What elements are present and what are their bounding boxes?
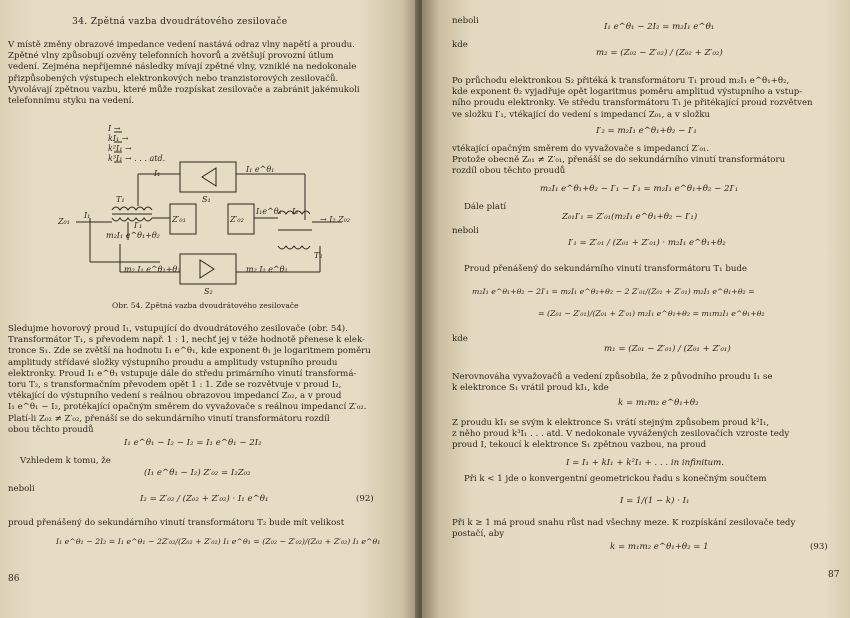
text-line: toru T₂, s transformačním převodem opět 1 : 1. Zde se rozvětvuje v proud I₂, [8, 380, 342, 391]
text-line: neboli [452, 16, 479, 26]
s1-amplifier-triangle [202, 168, 216, 186]
equation: I′₂ = m₂I₁ e^θ₁+θ₂ − I′₁ [596, 126, 697, 136]
i1p-label: I′₁ [134, 221, 143, 230]
text-line: elektronky. Proud I₁ e^θ₁ vstupuje dále do středu primárního vinutí transformá- [8, 368, 357, 379]
text-line: vtékající do výstupního vedení s reálnou obrazovou impedancí Z₀₂, a v proud [8, 391, 342, 402]
text-line: tronce S₁. Zde se zvětší na hodnotu I₁ e^θ₁, kde exponent θ₁ je logaritmem poměru [8, 346, 371, 357]
text-line: Vyvolávají zpětnou vazbu, které může rozpískat zesilovače a zabránit jakémukoli [8, 84, 360, 95]
text-line: kde [452, 334, 468, 344]
s1-amplifier-box [180, 162, 236, 192]
text-line: Vzhledem k tomu, že [20, 456, 111, 466]
text-line: Sledujme hovorový proud I₁, vstupující do dvoudrátového zesilovače (obr. 54). [8, 324, 348, 334]
text-line: rozdíl obou těchto proudů [452, 166, 566, 177]
page-number: 86 [8, 574, 20, 584]
t1-coil-top [112, 207, 152, 210]
text-line: proud I, tekoucí k elektronce S₁ zpětnou vazbou, na proud [452, 440, 707, 451]
equation: m₂I₁ e^θ₁+θ₂ − I′₁ − I′₁ = m₂I₁ e^θ₁+θ₂ − 2I′₁ [540, 184, 739, 194]
paragraph [452, 418, 840, 452]
text-line: amplitudy střídavé složky výstupního proudu a amplitudy vstupního proudu [8, 357, 338, 368]
z02-label: → I₂ Z₀₂ [320, 215, 351, 224]
series-item: I → [108, 124, 121, 133]
text-line: I₁ e^θ₁ − I₂, protékající opačným směrem do vyvažovače s reálnou impedancí Z′₀₂. [8, 402, 367, 413]
i2-label: I₂ [292, 207, 299, 216]
text-line: obou těchto proudů [8, 424, 94, 435]
section-heading: 34. Zpětná vazba dvoudrátového zesilovače [72, 16, 288, 27]
paragraph [452, 76, 840, 121]
page-number: 87 [828, 570, 840, 580]
paragraph [452, 372, 840, 394]
equation: m₂ = (Z₀₂ − Z′₀₂) / (Z₀₂ + Z′₀₂) [596, 48, 723, 58]
text-line: ve složku I′₁, vtékající do vedení s impedancí Z₀₁, a v složku [452, 109, 711, 120]
left-page [0, 0, 418, 618]
text-line: k elektronce S₁ vrátil proud kI₁, kde [452, 383, 609, 394]
figure-caption: Obr. 54. Zpětná vazba dvoudrátového zesilovače [112, 301, 299, 310]
equation: (I₁ e^θ₁ − I₂) Z′₀₂ = I₂Z₀₂ [144, 468, 251, 478]
series-item: k²I₁ → [108, 144, 132, 153]
intro-paragraph [8, 40, 386, 107]
i1e-label: I₁e^θ₁ [256, 207, 282, 216]
equation: I = I₁ + kI₁ + k²I₁ + . . . in infinitum. [566, 458, 725, 468]
circuit-diagram [20, 122, 390, 294]
s1-label: S₁ [202, 195, 211, 204]
m2i1-b-label: m₂ I₁ e^θ₁+θ₂ [124, 265, 181, 274]
text-line: vedení. Zejména nepříjemné následky mívají zpětné vlny, vzniklé na nedokonale [8, 62, 357, 73]
paragraph [452, 144, 840, 178]
m2i1-label: m₂I₁ e^θ₁+θ₂ [106, 231, 160, 240]
equation: I = 1/(1 − k) · I₁ [620, 496, 690, 506]
text-line: Platí-li Z₀₂ ≠ Z′₀₂, přenáší se do sekundárního vinutí transformátoru rozdíl [8, 413, 330, 424]
text-line: Transformátor T₁, s převodem např. 1 : 1, nechť jej v téže hodnotě přenese k elek- [8, 335, 365, 346]
s1-output-label: I₁ e^θ₁ [246, 165, 275, 174]
text-line: ního proudu elektronky. Ve středu transformátoru T₁ je přitékající proud rozvětven [452, 98, 813, 109]
equation: = (Z₀₁ − Z′₀₁)/(Z₀₁ + Z′₀₁) m₂I₁ e^θ₁+θ₂ = m₁m₂I₁ e^θ₁+θ₂ [538, 309, 765, 318]
t1-label: T₁ [116, 195, 125, 204]
text-line: z něho proud k³I₁ . . . atd. V nedokonale vyvážených zesilovačích vzroste tedy [452, 429, 790, 440]
equation: I₁ e^θ₁ − I₂ − I₂ = I₁ e^θ₁ − 2I₂ [124, 438, 262, 448]
equation: I′₁ = Z′₀₁ / (Z₀₁ + Z′₀₁) · m₂I₁ e^θ₁+θ₂ [568, 238, 726, 248]
t1-coil-bottom [112, 218, 152, 221]
current-series-label [108, 124, 165, 164]
text-line: Po průchodu elektronkou S₂ přitéká k transformátoru T₁ proud m₂I₁ e^θ₁+θ₂, [452, 76, 790, 86]
text-line: V místě změny obrazové impedance vedení nastává odraz vlny napětí a proudu. [8, 40, 355, 50]
text-line: Zpětné vlny způsobují ozvěny telefonních hovorů a zvětšují provozní útlum [8, 51, 334, 62]
equation: m₁ = (Z₀₁ − Z′₀₁) / (Z₀₁ + Z′₀₁) [604, 344, 731, 354]
text-line: neboli [452, 226, 479, 236]
right-page [422, 0, 850, 618]
equation: I₁ e^θ₁ − 2I₂ = I₁ e^θ₁ − 2Z′₀₂/(Z₀₂ + Z′₀₂) I₁ e^θ₁ = (Z₀₂ − Z′₀₂)/(Z₀₂ + Z′₀₂) I₁ e^θ₁ [56, 537, 381, 546]
series-item: kI₁ → [108, 134, 129, 143]
equation: I₁ e^θ₁ − 2I₂ = m₂I₁ e^θ₁ [604, 22, 715, 32]
text-line: Z proudu kI₁ se svým k elektronce S₁ vrátí stejným způsobem proud k²I₁, [452, 418, 770, 428]
s2-label: S₂ [204, 287, 213, 296]
equation: m₂I₁ e^θ₁+θ₂ − 2I′₁ = m₂I₁ e^θ₁+θ₂ − 2 Z′₀₁/(Z₀₁ + Z′₀₁) m₂I₁ e^θ₁+θ₂ = [472, 287, 755, 296]
text-line: proud přenášený do sekundárního vinutí transformátoru T₂ bude mít velikost [8, 518, 345, 528]
s2-amplifier-box [180, 254, 236, 284]
circuit-figure [20, 122, 390, 294]
equation: Z₀₁I′₁ = Z′₀₁(m₂I₁ e^θ₁+θ₂ − I′₁) [562, 212, 698, 222]
text-line: Protože obecně Z₀₁ ≠ Z′₀₁, přenáší se do sekundárního vinutí transformátoru [452, 155, 786, 166]
z01p-label: Z′₀₁ [172, 215, 186, 224]
i1-in-label: I₁ [84, 211, 91, 220]
m2i1-c-label: m₂ I₁ e^θ₁ [246, 265, 288, 274]
text-line: Nerovnováha vyvažovačů a vedení způsobila, že z původního proudu I₁ se [452, 372, 773, 382]
text-line: přizpůsobených výstupech elektronkových nebo tranzistorových zesilovačů. [8, 73, 339, 84]
t2-coil-bottom [278, 246, 310, 249]
equation: I₂ = Z′₀₂ / (Z₀₂ + Z′₀₂) · I₁ e^θ₁ [140, 494, 269, 504]
text-line: vtékající opačným směrem do vyvažovače s impedancí Z′₀₁. [452, 144, 710, 154]
text-line: Proud přenášený do sekundárního vinutí transformátoru T₁ bude [464, 264, 747, 274]
text-line: neboli [8, 484, 35, 494]
z02p-label: Z′₀₂ [230, 215, 244, 224]
equation: k = m₁m₂ e^θ₁+θ₂ [618, 398, 699, 408]
text-line: kde exponent θ₂ vyjadřuje opět logaritmus poměru amplitud výstupního a vstup- [452, 87, 803, 98]
equation-number: (93) [810, 542, 828, 552]
equation: k = m₁m₂ e^θ₁+θ₂ = 1 [610, 542, 709, 552]
paragraph [452, 518, 840, 540]
text-line: postačí, aby [452, 529, 505, 540]
t2-label: T₂ [314, 251, 323, 260]
text-line: telefonnímu styku na vedení. [8, 96, 135, 107]
text-line: Při k ≥ 1 má proud snahu růst nad všechny meze. K rozpískání zesilovače tedy [452, 518, 796, 528]
s2-amplifier-triangle [200, 260, 214, 278]
text-line: kde [452, 40, 468, 50]
text-line: Dále platí [464, 202, 507, 212]
body-paragraph [8, 324, 386, 436]
series-item: k³I₁ → . . . atd. [108, 154, 166, 163]
equation-number: (92) [356, 494, 374, 504]
i1-label: I₁ [154, 169, 161, 178]
z01-label: Z₀₁ [58, 217, 70, 226]
text-line: Při k < 1 jde o konvergentní geometrickou řadu s konečným součtem [464, 474, 767, 484]
